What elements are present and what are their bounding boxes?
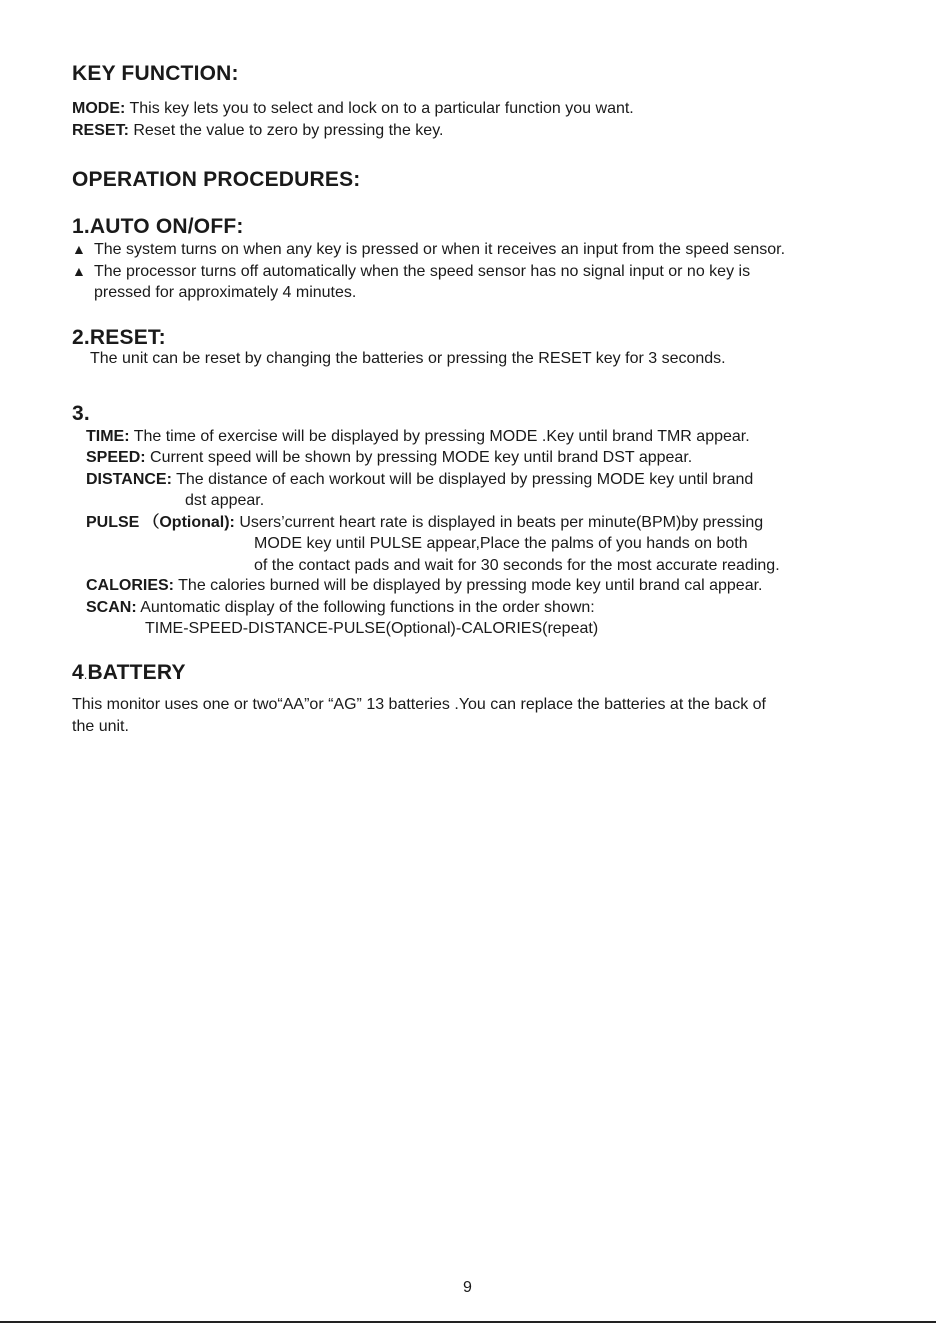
pulse-text: Users’current heart rate is displayed in beats per minute(BPM)by pressing	[234, 514, 764, 531]
page-number: 9	[463, 1279, 472, 1296]
pulse-optional: （Optional):	[143, 514, 235, 531]
key-function-heading: KEY FUNCTION:	[72, 62, 239, 85]
auto-text-2: The processor turns off automatically when the speed sensor has no signal input or no key is	[94, 263, 751, 280]
operation-heading: OPERATION PROCEDURES:	[72, 168, 361, 191]
auto-heading: 1.AUTO ON/OFF:	[72, 215, 244, 238]
pulse-line	[86, 513, 763, 533]
distance-line	[86, 470, 753, 490]
distance-label: DISTANCE:	[86, 471, 172, 488]
reset-label: RESET:	[72, 122, 129, 139]
scan-label: SCAN:	[86, 599, 137, 616]
speed-label: SPEED:	[86, 449, 146, 466]
scan-text: Auntomatic display of the following functions in the order shown:	[136, 599, 595, 616]
pulse-label: PULSE	[86, 514, 140, 531]
distance-cont: dst appear.	[185, 492, 265, 509]
auto-bullet-2	[72, 261, 750, 282]
battery-heading-dot: .	[83, 668, 88, 682]
pulse-cont-1: MODE key until PULSE appear,Place the palms of you hands on both	[254, 535, 748, 552]
battery-heading-num: 4	[72, 661, 84, 684]
reset-section-text: The unit can be reset by changing the batteries or pressing the RESET key for 3 seconds.	[90, 350, 726, 367]
speed-text: Current speed will be shown by pressing MODE key until brand DST appear.	[145, 449, 693, 466]
battery-heading-text: BATTERY	[87, 661, 186, 684]
auto-text-1: The system turns on when any key is pressed or when it receives an input from the speed sensor.	[94, 241, 786, 258]
bottom-rule	[0, 1321, 936, 1323]
time-label: TIME:	[86, 428, 130, 445]
mode-line	[72, 99, 634, 119]
auto-bullet-1	[72, 239, 785, 260]
distance-text: The distance of each workout will be displayed by pressing MODE key until brand	[171, 471, 754, 488]
mode-label: MODE:	[72, 100, 126, 117]
battery-text-2: the unit.	[72, 718, 129, 735]
triangle-bullet-icon: ▲	[72, 241, 86, 257]
battery-text-1: This monitor uses one or two“AA”or “AG” 13 batteries .You can replace the batteries at the back of	[72, 696, 766, 713]
time-text: The time of exercise will be displayed by pressing MODE .Key until brand TMR appear.	[129, 428, 750, 445]
reset-text: Reset the value to zero by pressing the key.	[128, 122, 444, 139]
time-line	[86, 427, 750, 447]
calories-text: The calories burned will be displayed by pressing mode key until brand cal appear.	[174, 577, 763, 594]
speed-line	[86, 448, 692, 468]
reset-heading: 2.RESET:	[72, 326, 166, 349]
mode-text: This key lets you to select and lock on to a particular function you want.	[125, 100, 634, 117]
triangle-bullet-icon: ▲	[72, 263, 86, 279]
pulse-cont-2: of the contact pads and wait for 30 seconds for the most accurate reading.	[254, 557, 780, 574]
functions-heading: 3.	[72, 402, 90, 425]
scan-cont: TIME-SPEED-DISTANCE-PULSE(Optional)-CALORIES(repeat)	[145, 620, 599, 637]
auto-text-2b: pressed for approximately 4 minutes.	[94, 284, 357, 301]
scan-line	[86, 598, 595, 618]
calories-label: CALORIES:	[86, 577, 174, 594]
calories-line	[86, 576, 763, 596]
battery-heading	[72, 661, 186, 685]
reset-line	[72, 121, 443, 141]
